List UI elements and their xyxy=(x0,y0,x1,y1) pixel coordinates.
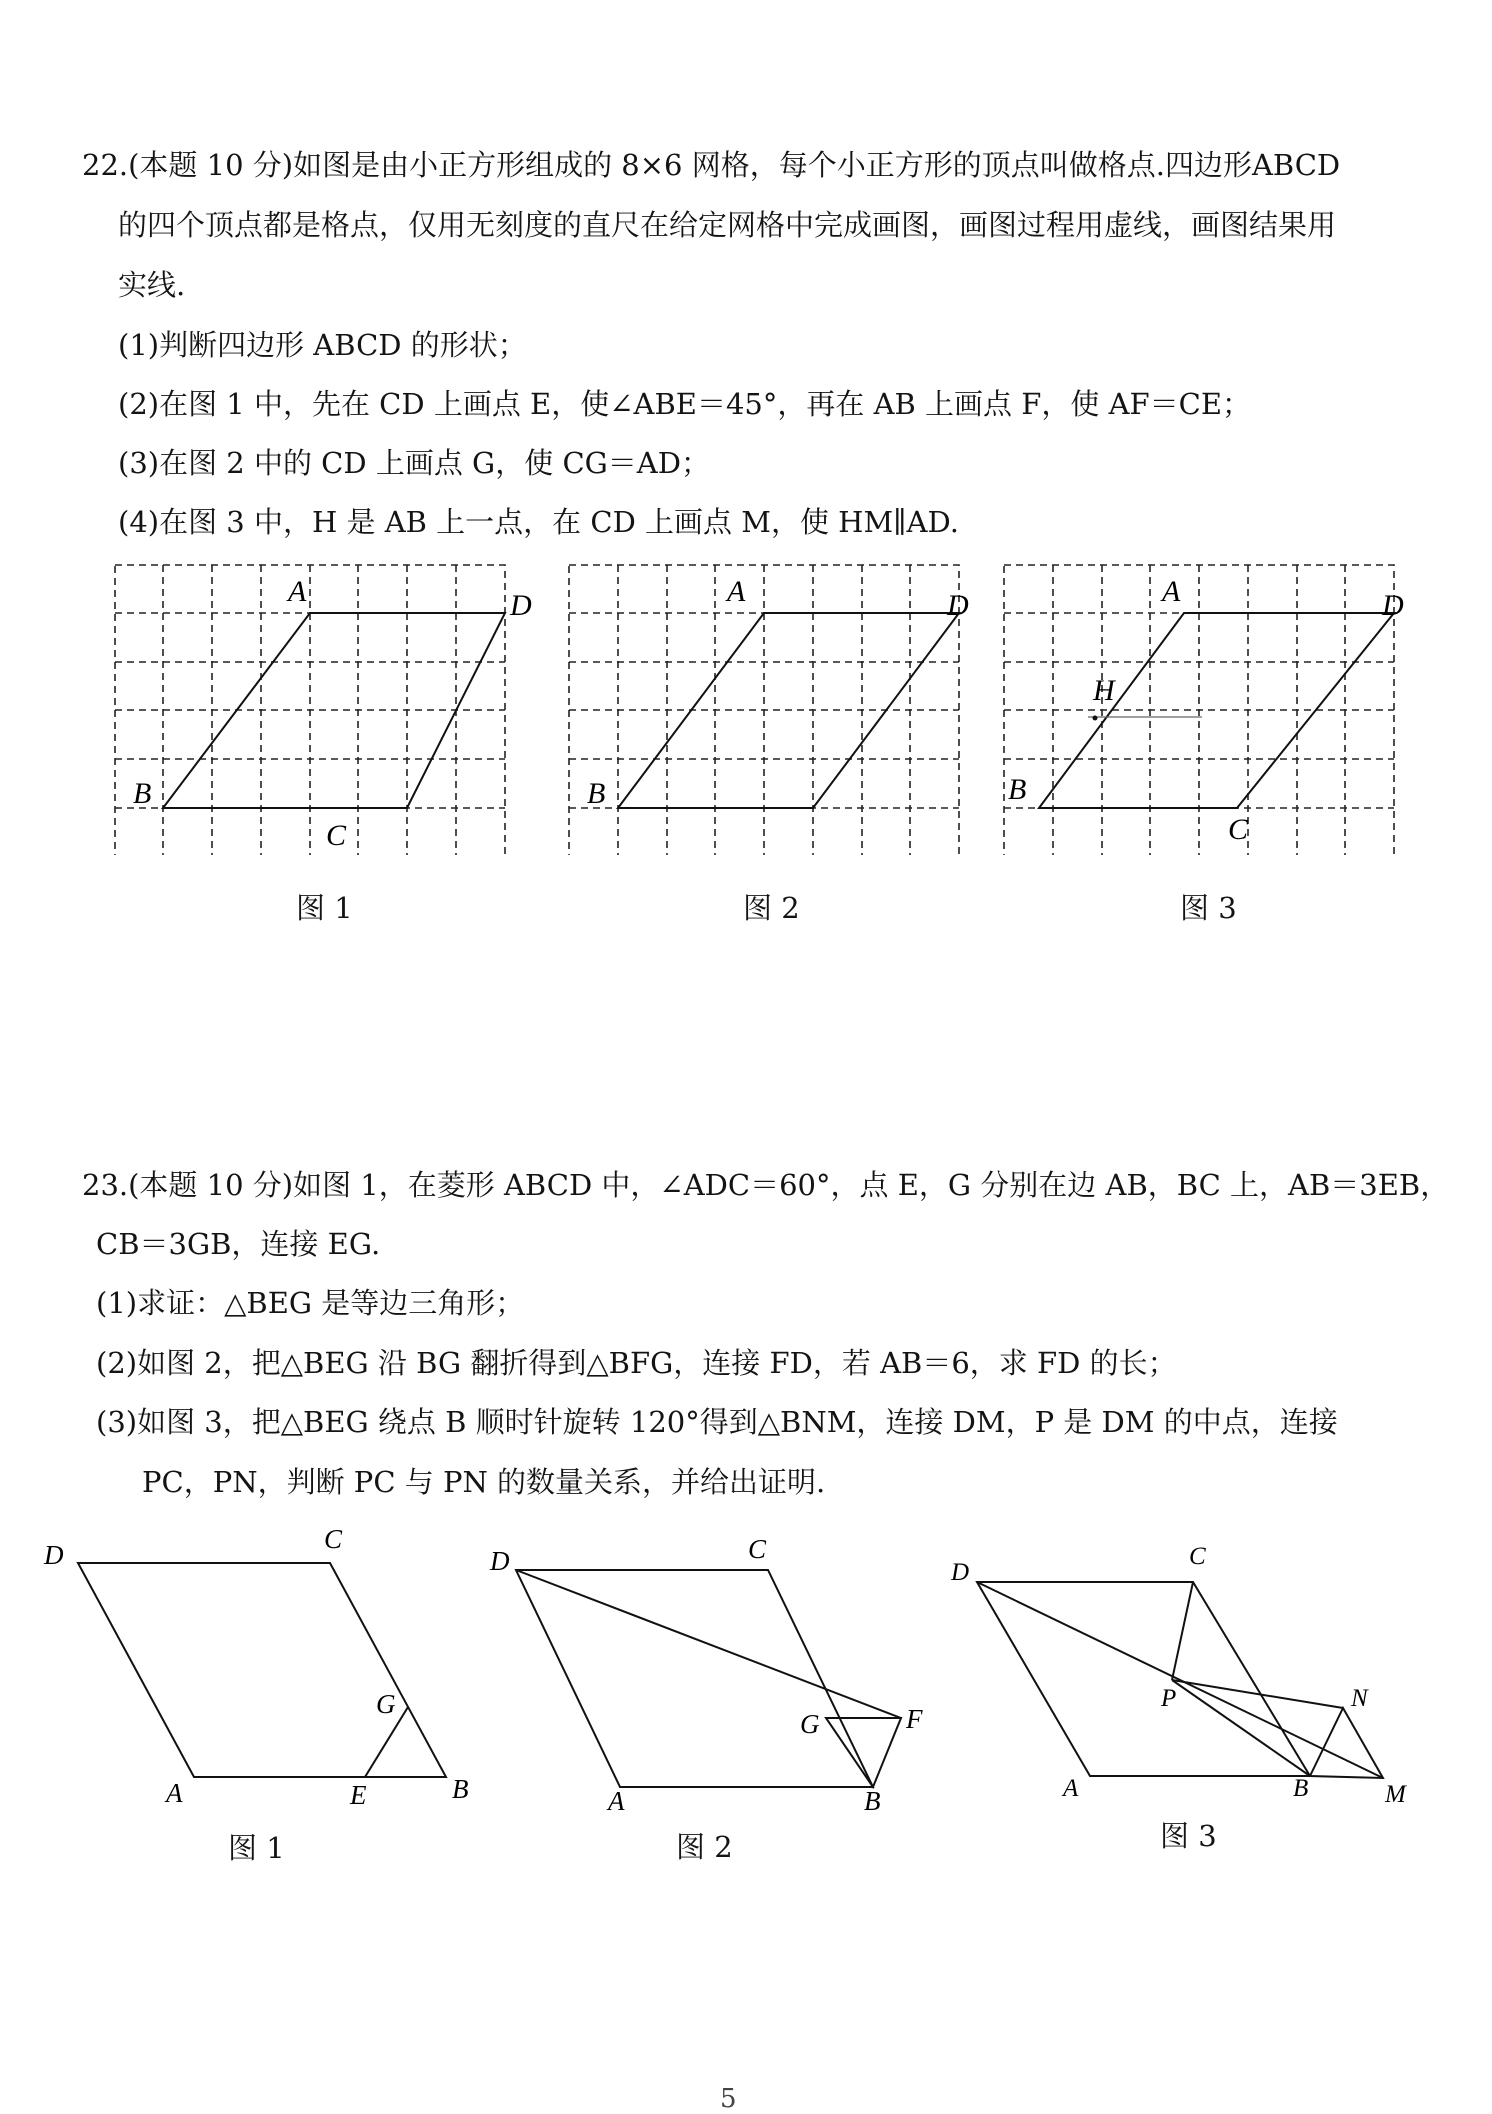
q23-line-2: CB＝3GB，连接 EG. xyxy=(96,1227,381,1261)
triangle-BNM xyxy=(1310,1708,1383,1778)
label-A: A xyxy=(166,1778,183,1808)
segment-DF xyxy=(516,1570,901,1718)
triangle-BFG xyxy=(826,1718,901,1787)
label-D: D xyxy=(1382,589,1404,622)
q22-line-3: 实线. xyxy=(118,268,186,302)
label-N: N xyxy=(1351,1685,1368,1712)
grid xyxy=(569,565,959,855)
label-H: H xyxy=(1093,674,1115,707)
segment-PB xyxy=(1172,1680,1310,1776)
q23-line-1: 23.(本题 10 分)如图 1，在菱形 ABCD 中，∠ADC＝60°，点 E，G 分别在边 AB，BC 上，AB＝3EB， xyxy=(82,1168,1450,1202)
q22-sub-1: (1)判断四边形 ABCD 的形状； xyxy=(118,328,527,362)
label-D: D xyxy=(947,589,969,622)
q22-sub-4: (4)在图 3 中，H 是 AB 上一点，在 CD 上画点 M，使 HM∥AD. xyxy=(118,505,959,539)
rhombus xyxy=(78,1563,446,1777)
label-A: A xyxy=(727,575,746,608)
label-D: D xyxy=(490,1546,510,1576)
q23-figure-2 xyxy=(478,1530,958,1830)
label-C: C xyxy=(326,819,347,852)
rhombus xyxy=(516,1570,873,1787)
q22-caption-3: 图 3 xyxy=(1180,891,1237,925)
segment-DM xyxy=(977,1582,1383,1778)
q23-figure-3 xyxy=(935,1540,1435,1830)
label-A: A xyxy=(1162,575,1181,608)
q23-figure-1 xyxy=(30,1530,490,1830)
label-D: D xyxy=(44,1540,64,1570)
q22-line-1: 22.(本题 10 分)如图是由小正方形组成的 8×6 网格，每个小正方形的顶点叫做格点.四边形ABCD xyxy=(82,148,1341,182)
label-B: B xyxy=(587,777,606,810)
label-C: C xyxy=(1189,1543,1206,1570)
label-A: A xyxy=(288,575,307,608)
segment-PN xyxy=(1172,1680,1343,1708)
q22-caption-2: 图 2 xyxy=(743,891,800,925)
q23-caption-2: 图 2 xyxy=(676,1830,733,1864)
point-H xyxy=(1093,716,1098,721)
label-D: D xyxy=(510,589,532,622)
q23-sub-2: (2)如图 2，把△BEG 沿 BG 翻折得到△BFG，连接 FD，若 AB＝6，求 FD 的长； xyxy=(96,1346,1177,1380)
label-G: G xyxy=(800,1709,820,1739)
q23-sub-3: (3)如图 3，把△BEG 绕点 B 顺时针旋转 120°得到△BNM，连接 DM，P 是 DM 的中点，连接 xyxy=(96,1405,1338,1439)
label-M: M xyxy=(1385,1781,1406,1808)
q22-caption-1: 图 1 xyxy=(296,891,353,925)
grid xyxy=(1004,565,1394,855)
q22-figure-2 xyxy=(555,555,995,855)
label-C: C xyxy=(1228,813,1249,846)
label-G: G xyxy=(376,1689,396,1719)
label-E: E xyxy=(350,1780,367,1810)
q22-line-2: 的四个顶点都是格点，仅用无刻度的直尺在给定网格中完成画图，画图过程用虚线，画图结果用 xyxy=(118,208,1337,242)
rhombus xyxy=(977,1582,1310,1776)
label-D: D xyxy=(951,1559,970,1586)
q22-figure-1 xyxy=(100,555,540,855)
grid xyxy=(115,565,505,855)
q23-sub-1: (1)求证：△BEG 是等边三角形； xyxy=(96,1286,525,1320)
label-B: B xyxy=(1293,1775,1309,1802)
page-number: 5 xyxy=(720,2084,737,2114)
q23-line-6: PC，PN，判断 PC 与 PN 的数量关系，并给出证明. xyxy=(142,1465,826,1499)
label-P: P xyxy=(1161,1685,1177,1712)
label-B: B xyxy=(452,1774,469,1804)
q23-caption-1: 图 1 xyxy=(228,1831,285,1865)
label-A: A xyxy=(1063,1775,1079,1802)
q22-sub-2: (2)在图 1 中，先在 CD 上画点 E，使∠ABE＝45°，再在 AB 上画点 F，使 AF＝CE； xyxy=(118,387,1252,421)
label-C: C xyxy=(324,1530,343,1554)
q23-caption-3: 图 3 xyxy=(1160,1819,1217,1853)
q22-sub-3: (3)在图 2 中的 CD 上画点 G，使 CG＝AD； xyxy=(118,446,710,480)
label-A: A xyxy=(608,1786,625,1816)
label-C: C xyxy=(748,1534,767,1564)
label-B: B xyxy=(1008,773,1027,806)
label-F: F xyxy=(906,1704,923,1734)
label-B: B xyxy=(864,1786,881,1816)
label-B: B xyxy=(133,777,152,810)
segment-PC xyxy=(1172,1582,1193,1680)
q22-figure-3 xyxy=(990,555,1430,855)
